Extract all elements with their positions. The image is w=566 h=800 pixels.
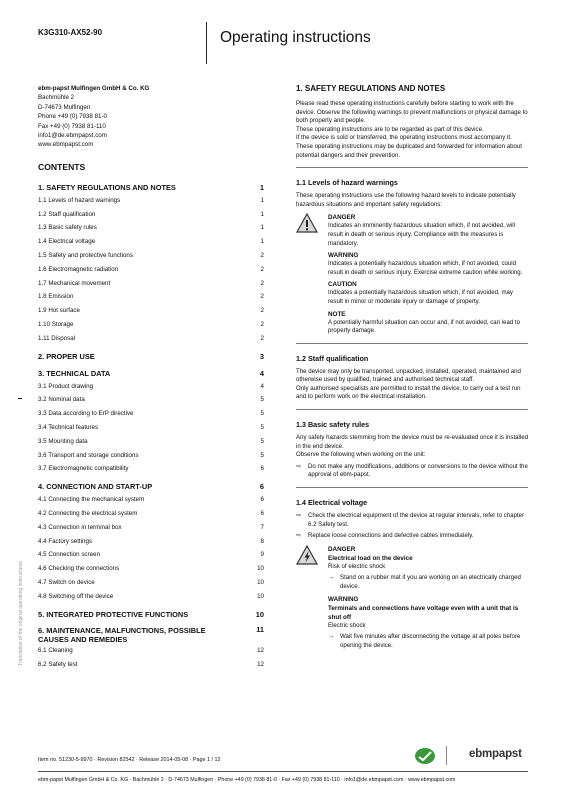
toc-entry[interactable] xyxy=(38,407,264,421)
list-item xyxy=(328,574,528,591)
warning-triangle-icon xyxy=(296,213,318,233)
warning-label: WARNING xyxy=(328,595,359,603)
list-item xyxy=(296,463,528,480)
footer-rule xyxy=(38,771,528,772)
toc-entry[interactable] xyxy=(38,350,264,363)
toc-entry[interactable] xyxy=(38,493,264,507)
toc-entry-page: 10 xyxy=(257,592,264,600)
danger-text: Indicates an imminently hazardous situation which, if not avoided, will result in death or serious injury. Compliance with the measures is mandatory. xyxy=(328,222,515,247)
caution-text: Indicates a potentially hazardous situation which, if not avoided, may result in minor or moderate injury or damage of property. xyxy=(328,289,513,305)
company-web[interactable]: www.ebmpapst.com xyxy=(38,141,94,149)
toc-entry-title: 3.5 Mounting data xyxy=(38,437,88,445)
list-item xyxy=(328,633,528,650)
toc-entry[interactable] xyxy=(38,393,264,407)
toc-entry[interactable] xyxy=(38,194,264,208)
side-note: Translation of the original operating instructions xyxy=(18,561,24,666)
section-1-2-text-1: The device may only be transported, unpacked, installed, operated, maintained and otherwise used by qualified, trained and authorised technical staff. xyxy=(296,367,521,384)
section-1-4-heading: 1.4 Electrical voltage xyxy=(296,498,368,508)
toc-entry-title: 1.1 Levels of hazard warnings xyxy=(38,196,121,204)
toc-entry-page: 12 xyxy=(257,661,264,669)
company-email[interactable]: info1@de.ebmpapst.com xyxy=(38,132,107,140)
toc-entry-page: 4 xyxy=(259,368,264,378)
danger-risk: Risk of electric shock xyxy=(328,562,386,570)
section-1-2-text-2: Only authorised specialists are permitted to install the device, to carry out a test run and to perform work on the electrical installation. xyxy=(296,384,521,401)
toc-entry-title: 4. CONNECTION AND START-UP xyxy=(38,482,153,492)
toc-entry[interactable] xyxy=(38,625,264,645)
document-code: K3G310-AX52-90 xyxy=(38,28,103,37)
toc-entry-title: 1.4 Electrical voltage xyxy=(38,238,96,246)
toc-entry-title: 1.6 Electromagnetic radiation xyxy=(38,265,119,273)
bullet-text: Replace loose connections and defective cables immediately. xyxy=(308,532,474,540)
company-address xyxy=(38,84,264,150)
warning-heading: Terminals and connections have voltage even with a unit that is shut off xyxy=(328,604,519,621)
toc-entry-title: 5. INTEGRATED PROTECTIVE FUNCTIONS xyxy=(38,609,189,619)
section-1-1-heading: 1.1 Levels of hazard warnings xyxy=(296,178,398,188)
section-1-3-text-2: Observe the following when working on the unit: xyxy=(296,451,426,459)
toc-entry[interactable] xyxy=(38,290,264,304)
step-text: Stand on a rubber mat if you are working on an electrically charged device. xyxy=(340,574,521,590)
electrical-hazard-icon xyxy=(296,545,318,565)
toc-entry-page: 2 xyxy=(260,321,264,329)
arrow-right-icon: → xyxy=(328,574,335,582)
toc-entry-page: 6 xyxy=(260,465,264,473)
toc-entry-title: 4.8 Switching off the device xyxy=(38,592,114,600)
toc-entry-title: 4.1 Connecting the mechanical system xyxy=(38,496,145,504)
toc-entry-page: 3 xyxy=(259,351,264,361)
toc-entry[interactable] xyxy=(38,658,264,672)
logo-divider xyxy=(446,746,447,765)
toc-entry-title: 3.7 Electromagnetic compatibility xyxy=(38,465,129,473)
company-fax: Fax +49 (0) 7938 81-110 xyxy=(38,122,106,130)
section-1-3-heading: 1.3 Basic safety rules xyxy=(296,420,370,430)
note-text: A potentially harmful situation can occur and, if not avoided, can lead to property damage. xyxy=(328,318,521,335)
caution-label: CAUTION xyxy=(328,281,357,289)
toc-entry[interactable] xyxy=(38,449,264,463)
toc-entry-page: 10 xyxy=(257,565,264,573)
toc-entry[interactable] xyxy=(38,590,264,604)
toc-entry-page: 5 xyxy=(260,424,264,431)
toc-entry-title: 3. TECHNICAL DATA xyxy=(38,368,111,378)
toc-entry[interactable] xyxy=(38,235,264,249)
item-revision-info: Item no. 51230-5-9970 · Revision 82542 · Release 2014-05-08 · Page 1 / 12 xyxy=(38,757,221,763)
toc-entry-title: 1.9 Hot surface xyxy=(38,307,80,315)
toc-entry-title: 3.2 Nominal data xyxy=(38,396,85,404)
toc-entry-title: 4.7 Switch on device xyxy=(38,578,95,586)
toc-entry[interactable] xyxy=(38,318,264,332)
section-1-3-text-1: Any safety hazards stemming from the device must be re-evaluated once it is installed in the end device. xyxy=(296,434,529,450)
danger-label: DANGER xyxy=(328,214,356,222)
section-1-1-intro: These operating instructions use the following hazard levels to indicate potentially hazardous situations and important safety regulations: xyxy=(296,192,516,208)
toc-entry-page: 5 xyxy=(260,396,264,404)
toc-entry-title: 3.3 Data according to ErP directive xyxy=(38,410,134,418)
toc-entry-title: 2. PROPER USE xyxy=(38,351,95,361)
toc-entry-page: 6 xyxy=(260,509,264,517)
toc-entry-title: 1. SAFETY REGULATIONS AND NOTES xyxy=(38,182,176,192)
toc-entry[interactable] xyxy=(38,562,264,576)
toc-entry-page: 2 xyxy=(260,293,264,301)
left-column xyxy=(38,84,264,672)
header-divider xyxy=(206,22,207,64)
page-title: Operating instructions xyxy=(220,29,371,46)
toc-entry-title: 1.7 Mechanical movement xyxy=(38,279,111,287)
section-1-heading: 1. SAFETY REGULATIONS AND NOTES xyxy=(296,84,446,93)
toc-entry[interactable] xyxy=(38,208,264,222)
bullet-text: Check the electrical equipment of the device at regular intervals, refer to chapter 6.2 Safety test. xyxy=(308,512,525,528)
contents-heading: CONTENTS xyxy=(38,161,86,172)
toc-entry[interactable] xyxy=(38,263,264,277)
toc-entry-page: 8 xyxy=(260,537,264,545)
toc-entry[interactable] xyxy=(38,507,264,521)
toc-entry-page: 2 xyxy=(260,265,264,273)
section-1-intro-2: These operating instructions are to be regarded as part of this device. xyxy=(296,125,484,133)
toc-entry-page: 4 xyxy=(260,382,264,390)
toc-entry-title: 4.2 Connecting the electrical system xyxy=(38,509,138,517)
toc-entry-title: 4.5 Connection screen xyxy=(38,551,100,559)
toc-entry-title: 1.11 Disposal xyxy=(38,334,76,342)
section-1-intro-3: If the device is sold or transferred, the operating instructions must accompany it. xyxy=(296,134,512,142)
toc-entry-page: 10 xyxy=(255,609,264,619)
bullet-text: Do not make any modifications, additions or conversions to the device without the approval of ebm-papst. xyxy=(308,462,528,479)
section-1-intro-4: These operating instructions may be duplicated and forwarded for information about potential dangers and their prevention. xyxy=(296,142,522,159)
divider xyxy=(296,409,528,410)
toc-entry-page: 2 xyxy=(260,252,264,260)
toc-entry-title: 6.1 Cleaning xyxy=(38,647,73,655)
divider xyxy=(296,167,528,168)
toc-entry-page: 7 xyxy=(260,523,264,531)
toc-entry-title: 4.6 Checking the connections xyxy=(38,565,120,573)
toc-entry[interactable] xyxy=(38,480,264,493)
toc-entry-page: 5 xyxy=(260,410,264,418)
section-1-intro: Please read these operating instructions carefully before starting to work with the device. Observe the following warnings to prevent malfunctions or physical damage to both property and people. xyxy=(296,100,528,125)
toc-entry-page: 5 xyxy=(260,451,264,459)
list-item xyxy=(296,532,528,541)
toc-entry-title: 3.1 Product drawing xyxy=(38,382,94,390)
toc-entry-title: 1.2 Staff qualification xyxy=(38,210,96,218)
toc-entry[interactable] xyxy=(38,521,264,535)
toc-entry[interactable] xyxy=(38,181,264,194)
toc-entry-title: 1.3 Basic safety rules xyxy=(38,224,97,232)
toc-entry[interactable] xyxy=(38,435,264,449)
toc-entry[interactable] xyxy=(38,644,264,658)
toc-entry-page: 1 xyxy=(259,182,264,192)
toc-entry-page: 11 xyxy=(256,624,264,634)
danger-label: DANGER xyxy=(328,545,356,553)
arrow-right-icon: → xyxy=(328,633,335,641)
toc-entry-title: 6. MAINTENANCE, MALFUNCTIONS, POSSIBLE CAUSES AND REMEDIES xyxy=(38,625,206,644)
toc-entry[interactable] xyxy=(38,367,264,380)
electrical-hazard-block xyxy=(296,545,528,651)
company-name: ebm-papst Mulfingen GmbH & Co. KG xyxy=(38,85,150,92)
toc-entry-page: 2 xyxy=(260,307,264,315)
bullet-arrow-icon: ⇨ xyxy=(296,532,302,540)
toc-entry-page: 9 xyxy=(260,551,264,559)
toc-entry-title: 1.5 Safety and protective functions xyxy=(38,252,133,260)
toc-entry[interactable] xyxy=(38,608,264,621)
company-street: Bachmühle 2 xyxy=(38,94,75,102)
bullet-arrow-icon: ⇨ xyxy=(296,512,302,520)
warning-text: Indicates a potentially hazardous situation which, if not avoided, could result in death or serious injury. Exercise extreme caution while working. xyxy=(328,260,523,276)
table-of-contents xyxy=(38,181,264,672)
danger-heading: Electrical load on the device xyxy=(328,554,413,562)
toc-entry[interactable] xyxy=(38,576,264,590)
warning-label: WARNING xyxy=(328,252,359,260)
toc-entry-title: 4.3 Connection in terminal box xyxy=(38,523,122,531)
note-label: NOTE xyxy=(328,310,346,318)
toc-entry-page: 2 xyxy=(260,334,264,342)
toc-entry-page: 2 xyxy=(260,279,264,287)
toc-entry[interactable] xyxy=(38,249,264,263)
toc-entry-title: 6.2 Safety test xyxy=(38,661,78,669)
toc-entry-page: 1 xyxy=(260,238,264,246)
fold-mark xyxy=(18,398,22,399)
step-text: Wait five minutes after disconnecting the voltage at all poles before opening the device. xyxy=(340,633,521,649)
company-phone: Phone +49 (0) 7938 81-0 xyxy=(38,113,107,121)
toc-entry-page: 1 xyxy=(260,224,264,232)
list-item xyxy=(296,512,528,529)
toc-entry-page: 6 xyxy=(259,482,264,492)
toc-entry-page: 12 xyxy=(257,647,264,655)
toc-entry-title: 1.8 Emission xyxy=(38,293,74,301)
toc-entry-page: 5 xyxy=(260,437,264,445)
toc-entry[interactable] xyxy=(38,221,264,235)
toc-entry[interactable] xyxy=(38,535,264,549)
toc-entry-title: 1.10 Storage xyxy=(38,321,74,329)
toc-entry[interactable] xyxy=(38,332,264,346)
company-city: D-74673 Mulfingen xyxy=(38,103,91,111)
divider xyxy=(296,343,528,344)
bullet-arrow-icon: ⇨ xyxy=(296,462,302,470)
hazard-levels-block xyxy=(296,213,528,335)
divider xyxy=(296,487,528,488)
toc-entry[interactable] xyxy=(38,462,264,476)
toc-entry-page: 10 xyxy=(257,578,264,586)
toc-entry[interactable] xyxy=(38,548,264,562)
toc-entry-page: 1 xyxy=(260,210,264,218)
section-1-2-heading: 1.2 Staff qualification xyxy=(296,353,369,363)
right-column xyxy=(296,84,528,650)
brand-logo: ebmpapst xyxy=(469,748,522,760)
toc-entry-title: 3.6 Transport and storage conditions xyxy=(38,451,139,459)
toc-entry[interactable] xyxy=(38,380,264,394)
toc-entry-title: 3.4 Technical features xyxy=(38,424,99,431)
toc-entry[interactable] xyxy=(38,277,264,291)
footer-address: ebm-papst Mulfingen GmbH & Co. KG · Bachmühle 2 · D-74673 Mulfingen · Phone +49 (0) 7938 81-0 · Fax +49 (0) 7938 81-110 · info1@de.ebmpapst.com · www.ebmpapst.com xyxy=(38,777,456,783)
toc-entry-title: 4.4 Factory settings xyxy=(38,537,92,545)
toc-entry[interactable] xyxy=(38,421,264,435)
toc-entry-page: 1 xyxy=(260,196,264,204)
warning-risk: Electric shock xyxy=(328,621,366,629)
toc-entry[interactable] xyxy=(38,304,264,318)
greentech-leaf-icon xyxy=(414,747,436,765)
toc-entry-page: 6 xyxy=(260,496,264,504)
